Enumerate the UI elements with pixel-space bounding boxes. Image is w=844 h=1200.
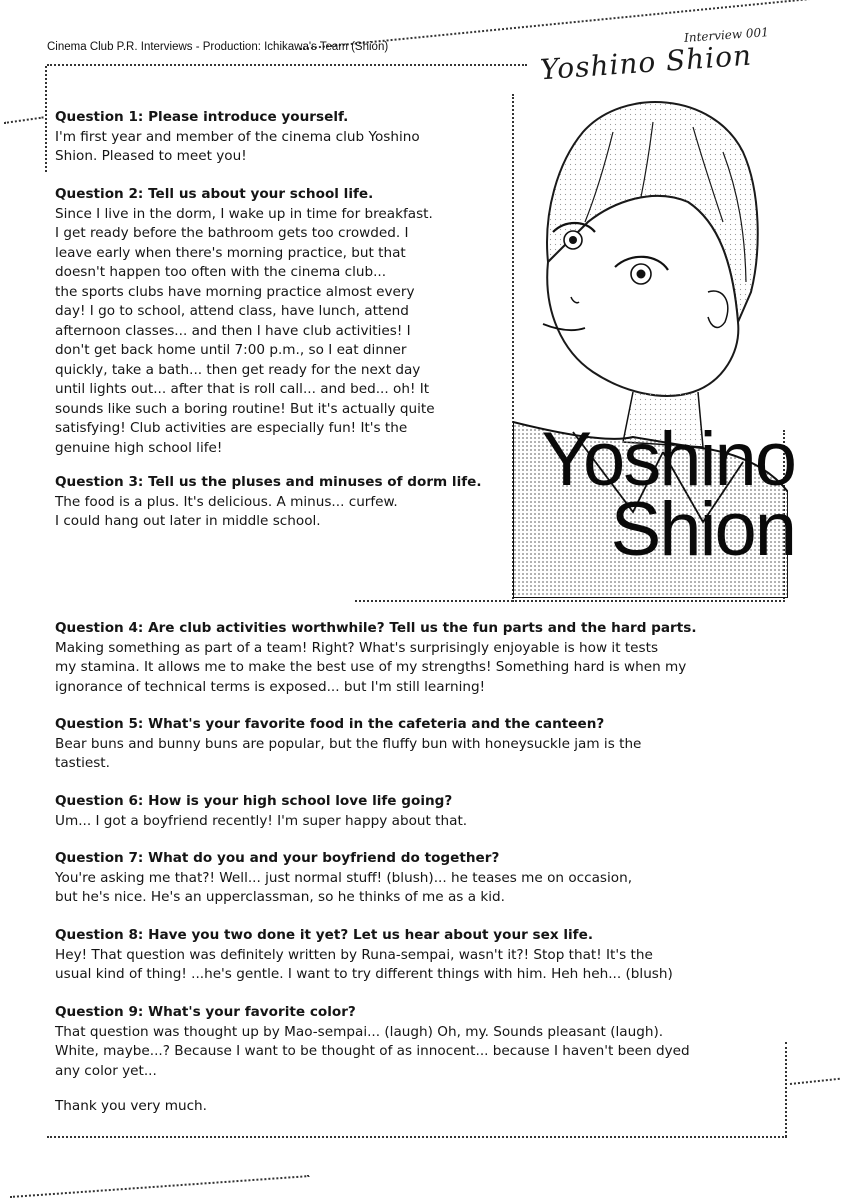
question-6: Question 6: How is your high school love life going? bbox=[55, 793, 453, 809]
question-4: Question 4: Are club activities worthwhile? Tell us the fun parts and the hard parts. bbox=[55, 620, 697, 636]
qa-item-5 bbox=[55, 715, 785, 774]
answer-4: Making something as part of a team! Right? What's surprisingly enjoyable is how it tests my stamina. It allows me to make the best use of my strengths! Something hard is when my ignorance of technical terms is exposed... but I'm still learning! bbox=[55, 639, 687, 695]
dotted-line-left bbox=[45, 66, 47, 172]
answer-2: Since I live in the dorm, I wake up in time for breakfast. I get ready before the bathroom gets too crowded. I leave early when there's morning practice, but that doesn't happen too often with the cinema club... the sports clubs have morning practice almost every day! I go to school, attend class, have lunch, attend afternoon classes... and then I have club activities! I don't get back home until 7:00 p.m., so I eat dinner quickly, take a bath... then get ready for the next day until lights out... after that is roll call... and bed... oh! It sounds like such a boring routine! But it's actually quite satisfying! Club activities are especially fun! It's the genuine high school life! bbox=[55, 205, 435, 456]
question-7: Question 7: What do you and your boyfriend do together? bbox=[55, 850, 500, 866]
big-title-line1: Yoshino bbox=[541, 417, 795, 502]
qa-item-6 bbox=[55, 792, 785, 831]
qa-item-7 bbox=[55, 849, 785, 908]
closing-text: Thank you very much. bbox=[55, 1098, 207, 1114]
qa-item-9 bbox=[55, 1003, 785, 1081]
answer-6: Um... I got a boyfriend recently! I'm super happy about that. bbox=[55, 812, 468, 829]
interview-number: Interview 001 bbox=[683, 25, 770, 45]
qa-item-1 bbox=[55, 108, 507, 167]
answer-7: You're asking me that?! Well... just normal stuff! (blush)... he teases me on occasion, but he's nice. He's an upperclassman, so he thinks of me as a kid. bbox=[55, 869, 633, 905]
dotted-line-left-tick bbox=[4, 116, 44, 124]
dotted-line-bottom bbox=[47, 1136, 787, 1138]
qa-item-4 bbox=[55, 619, 785, 697]
big-title bbox=[505, 417, 795, 572]
question-5: Question 5: What's your favorite food in the cafeteria and the canteen? bbox=[55, 716, 605, 732]
header-credit: Cinema Club P.R. Interviews - Production: Ichikawa's Team (Shion) bbox=[47, 41, 389, 53]
dotted-line-header bbox=[47, 64, 527, 66]
dotted-line-right-lower bbox=[785, 1042, 787, 1137]
qa-item-3 bbox=[55, 473, 507, 532]
signature-name: Yoshino Shion bbox=[539, 38, 754, 87]
question-9: Question 9: What's your favorite color? bbox=[55, 1004, 356, 1020]
answer-9: That question was thought up by Mao-sempai... (laugh) Oh, my. Sounds pleasant (laugh). White, maybe...? Because I want to be thought of as innocent... because I haven't been dyed any color yet... bbox=[55, 1023, 690, 1079]
answer-5: Bear buns and bunny buns are popular, but the fluffy bun with honeysuckle jam is the tastiest. bbox=[55, 735, 642, 771]
qa-item-2 bbox=[55, 185, 507, 458]
question-2: Question 2: Tell us about your school life. bbox=[55, 186, 374, 202]
answer-8: Hey! That question was definitely written by Runa-sempai, wasn't it?! Stop that! It's the usual kind of thing! ...he's gentle. I want to try different things with him. Heh heh... (blush) bbox=[55, 946, 673, 982]
answer-1: I'm first year and member of the cinema club Yoshino Shion. Pleased to meet you! bbox=[55, 128, 420, 164]
dotted-line-bottom-left bbox=[10, 1175, 309, 1198]
answer-3: The food is a plus. It's delicious. A minus... curfew. I could hang out later in middle school. bbox=[55, 493, 398, 529]
dotted-line-right-tick bbox=[790, 1078, 840, 1085]
question-8: Question 8: Have you two done it yet? Let us hear about your sex life. bbox=[55, 927, 593, 943]
qa-item-8 bbox=[55, 926, 785, 985]
big-title-line2: Shion bbox=[610, 487, 795, 572]
dotted-line-portrait-bottom bbox=[355, 600, 785, 602]
question-3: Question 3: Tell us the pluses and minuses of dorm life. bbox=[55, 474, 482, 490]
question-1: Question 1: Please introduce yourself. bbox=[55, 109, 349, 125]
